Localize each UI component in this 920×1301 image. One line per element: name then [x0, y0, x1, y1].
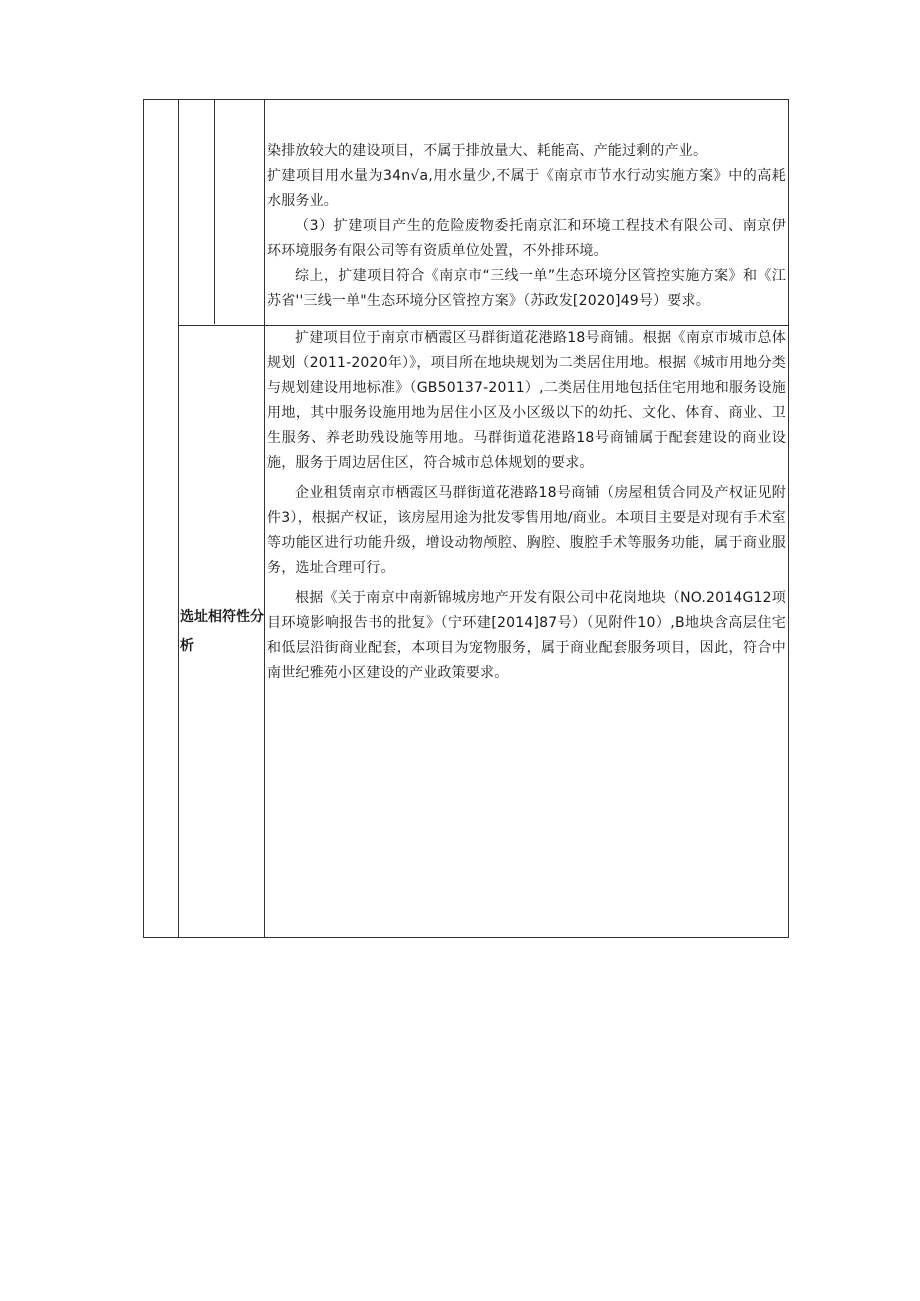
column-divider-3: [264, 100, 265, 937]
paragraph: 企业租赁南京市栖霞区马群街道花港路18号商铺（房屋租赁合同及产权证见附件3），根据产权证，该房屋用途为批发零售用地/商业。本项目主要是对现有手术室等功能区进行功能升级，增设动物颅腔、胸腔、腹腔手术等服务功能，属于商业服务，选址合理可行。: [267, 485, 786, 576]
column-divider-2: [214, 100, 215, 324]
upper-content-cell: [267, 139, 786, 314]
site-analysis-label: 选址相符性分析: [180, 609, 264, 654]
paragraph: （3）扩建项目产生的危险废物委托南京汇和环境工程技术有限公司、南京伊环环境服务有限公司等有资质单位处置，不外排环境。: [267, 218, 786, 259]
paragraph: 扩建项目位于南京市栖霞区马群街道花港路18号商铺。根据《南京市城市总体规划（2011-2020年）》，项目所在地块规划为二类居住用地。根据《城市用地分类与规划建设用地标准》（GB50137-2011）,二类居住用地包括住宅用地和服务设施用地，其中服务设施用地为居住小区及小区级以下的幼托、文化、体育、商业、卫生服务、养老助残设施等用地。马群街道花港路18号商铺属于配套建设的商业设施，服务于周边居住区，符合城市总体规划的要求。: [267, 330, 786, 471]
paragraph: 染排放较大的建设项目，不属于排放量大、耗能高、产能过剩的产业。: [267, 143, 708, 159]
site-analysis-content: [267, 326, 786, 686]
column-divider-1: [178, 100, 179, 937]
paragraph: 扩建项目用水量为34n√a,用水量少,不属于《南京市节水行动实施方案》中的高耗水服务业。: [267, 168, 786, 209]
paragraph: 综上，扩建项目符合《南京市“三线一单”生态环境分区管控实施方案》和《江苏省''三线一单"生态环境分区管控方案》（苏政发[2020]49号）要求。: [267, 268, 786, 309]
paragraph: 根据《关于南京中南新锦城房地产开发有限公司中花岗地块（NO.2014G12项目环境影响报告书的批复》（宁环建[2014]87号）（见附件10）,B地块含高层住宅和低层沿街商业配套，本项目为宠物服务，属于商业配套服务项目，因此，符合中南世纪雅苑小区建设的产业政策要求。: [267, 590, 786, 681]
document-table: [143, 99, 789, 938]
